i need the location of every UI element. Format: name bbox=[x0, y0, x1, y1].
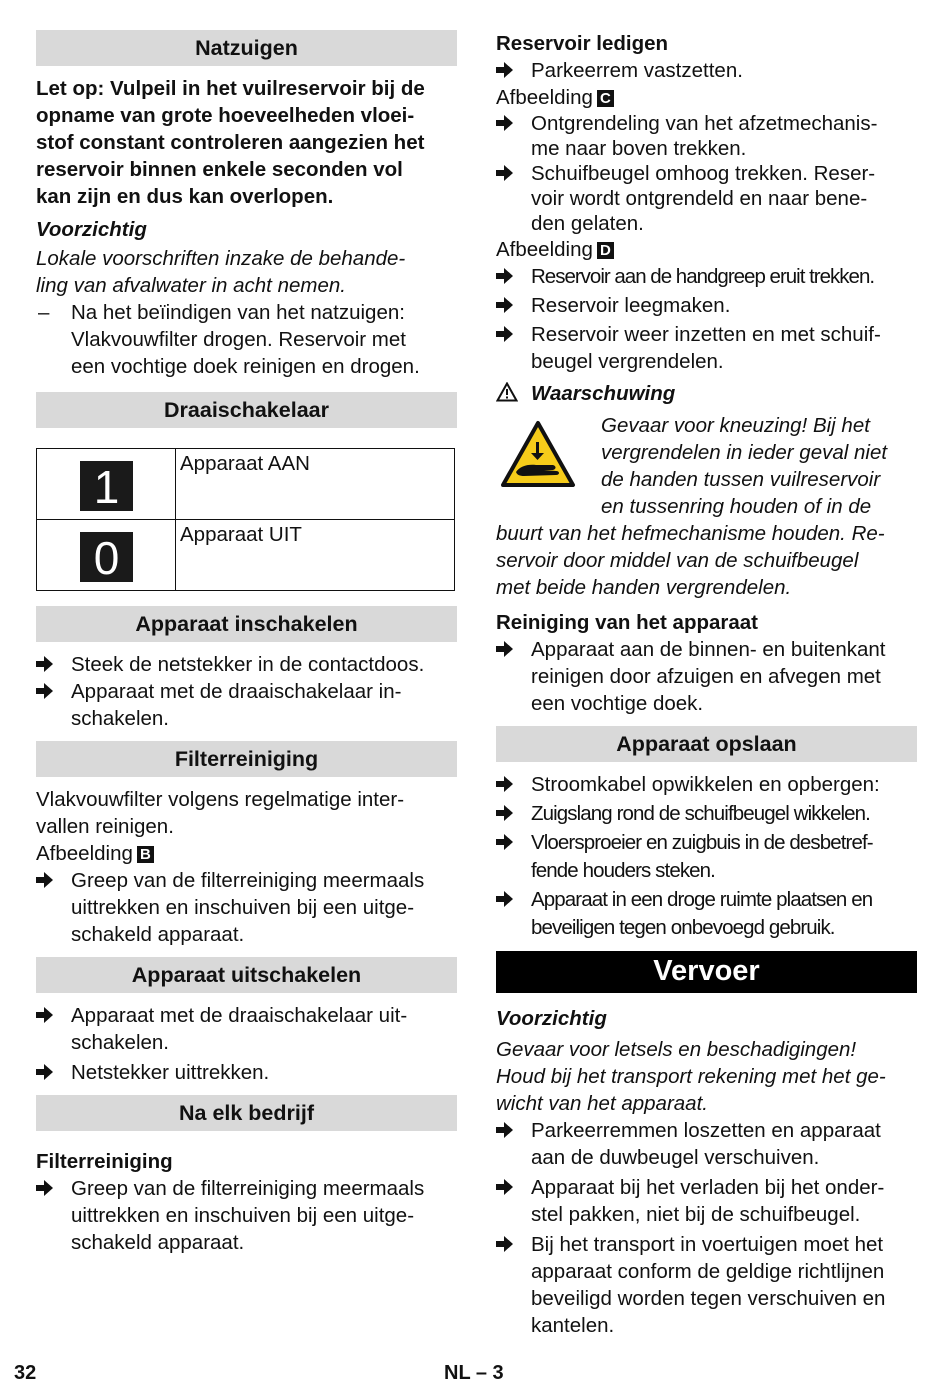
arrow-right-icon bbox=[36, 1175, 66, 1202]
figure-reference bbox=[496, 84, 917, 111]
natzuigen-notice bbox=[36, 75, 457, 210]
arrow-right-icon bbox=[496, 886, 526, 914]
item-line: Parkeerrem vastzetten. bbox=[531, 59, 743, 82]
dash-line: Na het beïindigen van het natzuigen: bbox=[71, 301, 405, 324]
list-item bbox=[496, 771, 917, 798]
item-line: uittrekken en inschuiven bij een uitge- bbox=[71, 896, 415, 919]
item-line: Zuigslang rond de schuifbeugel wikkelen. bbox=[531, 802, 870, 825]
figure-reference bbox=[36, 840, 457, 867]
figure-letter-b: B bbox=[137, 846, 154, 863]
item-line: beugel vergrendelen. bbox=[531, 350, 724, 373]
heading-uitschakelen: Apparaat uitschakelen bbox=[36, 957, 457, 993]
list-item bbox=[496, 1117, 917, 1171]
caution-label: Voorzichtig bbox=[496, 1007, 607, 1030]
caution-line: Gevaar voor letsels en beschadigingen! bbox=[496, 1038, 857, 1061]
switch-on-symbol: 1 bbox=[80, 461, 133, 511]
page-number: 32 bbox=[14, 1362, 37, 1384]
item-line: Greep van de filterreiniging meermaals bbox=[71, 869, 425, 892]
list-item bbox=[496, 1231, 917, 1339]
figure-label: Afbeelding bbox=[36, 842, 133, 865]
item-line: een vochtige doek. bbox=[531, 692, 704, 715]
item-line: Reservoir leegmaken. bbox=[531, 294, 731, 317]
arrow-right-icon bbox=[496, 111, 526, 136]
item-line: Apparaat in een droge ruimte plaatsen en bbox=[531, 888, 873, 911]
item-line: Schuifbeugel omhoog trekken. Reser- bbox=[531, 162, 876, 185]
list-item bbox=[496, 321, 917, 375]
warning-label: Waarschuwing bbox=[531, 382, 676, 405]
item-line: Apparaat met de draaischakelaar in- bbox=[71, 680, 402, 703]
heading-na-elk-bedrijf: Na elk bedrijf bbox=[36, 1095, 457, 1131]
switch-table bbox=[36, 448, 455, 591]
list-item bbox=[36, 1002, 457, 1056]
list-item bbox=[496, 886, 917, 942]
arrow-right-icon bbox=[496, 161, 526, 186]
item-line: beveiligen tegen onbevoegd gebruik. bbox=[531, 916, 835, 939]
list-item bbox=[496, 263, 917, 290]
caution-line: ling van afvalwater in acht nemen. bbox=[36, 274, 346, 297]
caution-line: wicht van het apparaat. bbox=[496, 1092, 708, 1115]
arrow-right-icon bbox=[496, 636, 526, 663]
warning-line: met beide handen vergrendelen. bbox=[496, 576, 792, 599]
warning-line: de handen tussen vuilreservoir bbox=[601, 468, 881, 491]
item-line: me naar boven trekken. bbox=[531, 137, 747, 160]
arrow-right-icon bbox=[496, 1174, 526, 1201]
item-line: den gelaten. bbox=[531, 212, 644, 235]
warning-line: vergrendelen in ieder geval niet bbox=[601, 441, 888, 464]
item-line: stel pakken, niet bij de schuifbeugel. bbox=[531, 1203, 861, 1226]
filter-text-line: vallen reinigen. bbox=[36, 815, 174, 838]
notice-line: Let op: Vulpeil in het vuilreservoir bij de bbox=[36, 77, 425, 100]
item-line: Parkeerremmen loszetten en apparaat bbox=[531, 1119, 881, 1142]
arrow-right-icon bbox=[36, 1002, 66, 1029]
heading-natzuigen: Natzuigen bbox=[36, 30, 457, 66]
dash-bullet: – bbox=[38, 301, 50, 324]
item-line: schakelen. bbox=[71, 707, 170, 730]
heading-inschakelen: Apparaat inschakelen bbox=[36, 606, 457, 642]
arrow-right-icon bbox=[36, 1059, 66, 1086]
caution-text bbox=[36, 245, 457, 299]
list-item bbox=[36, 867, 457, 948]
warning-text bbox=[496, 412, 917, 601]
caution-line: Houd bij het transport rekening met het ge- bbox=[496, 1065, 886, 1088]
caution-label: Voorzichtig bbox=[36, 218, 147, 241]
item-line: kantelen. bbox=[531, 1314, 615, 1337]
filter-text-line: Vlakvouwfilter volgens regelmatige inter- bbox=[36, 788, 405, 811]
list-item bbox=[36, 651, 457, 678]
dash-line: een vochtige doek reinigen en drogen. bbox=[71, 355, 420, 378]
list-item bbox=[496, 829, 917, 885]
item-line: voir wordt ontgrendeld en naar bene- bbox=[531, 187, 868, 210]
list-item bbox=[496, 800, 917, 827]
heading-filterreiniging: Filterreiniging bbox=[36, 741, 457, 777]
list-item bbox=[496, 57, 917, 84]
item-line: schakelen. bbox=[71, 1031, 170, 1054]
arrow-right-icon bbox=[496, 263, 526, 290]
item-line: Stroomkabel opwikkelen en opbergen: bbox=[531, 773, 880, 796]
switch-row-off bbox=[37, 520, 455, 591]
list-item bbox=[36, 1059, 457, 1086]
list-item bbox=[496, 1174, 917, 1228]
caution-line: Lokale voorschriften inzake de behande- bbox=[36, 247, 406, 270]
arrow-right-icon bbox=[496, 771, 526, 798]
hand-crush-hazard-icon bbox=[500, 420, 576, 495]
notice-line: kan zijn en dus kan overlopen. bbox=[36, 185, 334, 208]
warning-line: Gevaar voor kneuzing! Bij het bbox=[601, 414, 870, 437]
notice-line: opname van grote hoeveelheden vloei- bbox=[36, 104, 415, 127]
warning-line: buurt van het hefmechanisme houden. Re- bbox=[496, 522, 885, 545]
left-column bbox=[36, 30, 457, 1256]
heading-apparaat-opslaan: Apparaat opslaan bbox=[496, 726, 917, 762]
item-line: Apparaat aan de binnen- en buitenkant bbox=[531, 638, 886, 661]
switch-on-label: Apparaat AAN bbox=[176, 449, 455, 520]
list-item bbox=[496, 636, 917, 717]
item-line: schakeld apparaat. bbox=[71, 923, 245, 946]
item-line: aan de duwbeugel verschuiven. bbox=[531, 1146, 820, 1169]
warning-line: en tussenring houden of in de bbox=[601, 495, 872, 518]
figure-label: Afbeelding bbox=[496, 86, 593, 109]
language-page-label: NL – 3 bbox=[444, 1362, 504, 1384]
item-line: fende houders steken. bbox=[531, 859, 715, 882]
item-line: Greep van de filterreiniging meermaals bbox=[71, 1177, 425, 1200]
switch-row-on bbox=[37, 449, 455, 520]
arrow-right-icon bbox=[496, 1117, 526, 1144]
warning-heading bbox=[496, 380, 917, 407]
item-line: Apparaat bij het verladen bij het onder- bbox=[531, 1176, 885, 1199]
item-line: Netstekker uittrekken. bbox=[71, 1061, 270, 1084]
list-item bbox=[36, 678, 457, 732]
heading-draaischakelaar: Draaischakelaar bbox=[36, 392, 457, 428]
item-line: Reservoir aan de handgreep eruit trekken. bbox=[531, 265, 875, 288]
arrow-right-icon bbox=[36, 867, 66, 894]
notice-line: reservoir binnen enkele seconden vol bbox=[36, 158, 403, 181]
item-line: Reservoir weer inzetten en met schuif- bbox=[531, 323, 881, 346]
subheading-reservoir-ledigen: Reservoir ledigen bbox=[496, 32, 669, 55]
list-item bbox=[496, 111, 917, 161]
warning-line: servoir door middel van de schuifbeugel bbox=[496, 549, 859, 572]
figure-letter-d: D bbox=[597, 242, 614, 259]
notice-line: stof constant controleren aangezien het bbox=[36, 131, 425, 154]
figure-label: Afbeelding bbox=[496, 238, 593, 261]
arrow-right-icon bbox=[496, 829, 526, 857]
arrow-right-icon bbox=[36, 651, 66, 678]
arrow-right-icon bbox=[496, 1231, 526, 1258]
item-line: apparaat conform de geldige richtlijnen bbox=[531, 1260, 885, 1283]
arrow-right-icon bbox=[496, 321, 526, 348]
list-item bbox=[496, 161, 917, 236]
item-line: Apparaat met de draaischakelaar uit- bbox=[71, 1004, 408, 1027]
figure-reference bbox=[496, 236, 917, 263]
figure-letter-c: C bbox=[597, 90, 614, 107]
switch-off-symbol: 0 bbox=[80, 532, 133, 582]
arrow-right-icon bbox=[496, 292, 526, 319]
item-line: reinigen door afzuigen en afvegen met bbox=[531, 665, 881, 688]
dash-list-item bbox=[36, 299, 457, 380]
right-column bbox=[496, 30, 917, 1339]
arrow-right-icon bbox=[496, 800, 526, 827]
subheading-reiniging: Reiniging van het apparaat bbox=[496, 611, 758, 634]
arrow-right-icon bbox=[496, 57, 526, 84]
item-line: schakeld apparaat. bbox=[71, 1231, 245, 1254]
item-line: uittrekken en inschuiven bij een uitge- bbox=[71, 1204, 415, 1227]
list-item bbox=[496, 292, 917, 319]
item-line: Ontgrendeling van het afzetmechanis- bbox=[531, 112, 878, 135]
item-line: Bij het transport in voertuigen moet het bbox=[531, 1233, 884, 1256]
caution-text bbox=[496, 1036, 917, 1117]
dash-line: Vlakvouwfilter drogen. Reservoir met bbox=[71, 328, 406, 351]
warning-triangle-icon bbox=[496, 382, 518, 409]
heading-vervoer: Vervoer bbox=[496, 951, 917, 993]
item-line: beveiligd worden tegen verschuiven en bbox=[531, 1287, 886, 1310]
subheading-filterreiniging: Filterreiniging bbox=[36, 1150, 173, 1173]
arrow-right-icon bbox=[36, 678, 66, 705]
switch-off-label: Apparaat UIT bbox=[176, 520, 455, 591]
item-line: Vloersproeier en zuigbuis in de desbetref- bbox=[531, 831, 873, 854]
list-item bbox=[36, 1175, 457, 1256]
item-line: Steek de netstekker in de contactdoos. bbox=[71, 653, 425, 676]
